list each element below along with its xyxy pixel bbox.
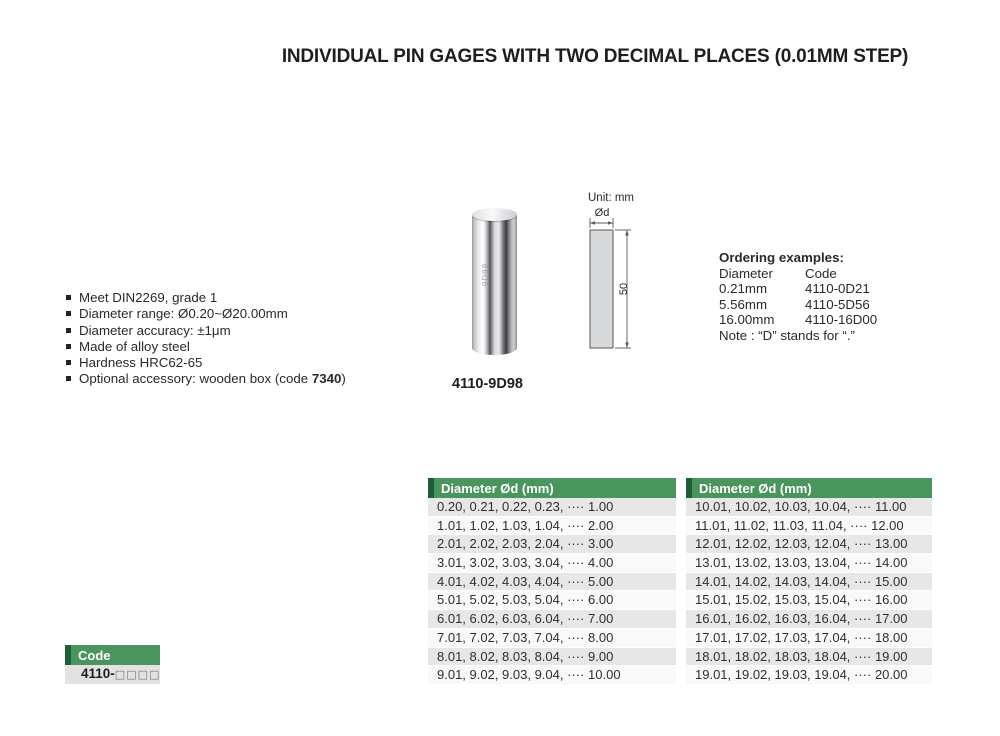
bullet-icon — [66, 328, 71, 333]
accessory-code: 7340 — [311, 371, 342, 387]
ordering-row — [719, 312, 959, 328]
diameter-value: 16.00mm — [719, 312, 775, 328]
table-row: 14.01, 14.02, 14.03, 14.04, ···· 15.00 — [686, 573, 932, 592]
ordering-col-diameter: Diameter — [719, 265, 773, 281]
ordering-heading: Ordering examples: — [719, 250, 844, 265]
diameter-value: 0.21mm — [719, 281, 768, 297]
feature-text: Diameter range: Ø0.20~Ø20.00mm — [79, 306, 288, 322]
bullet-icon — [66, 344, 71, 349]
feature-item — [66, 306, 346, 322]
table-row: 1.01, 1.02, 1.03, 1.04, ···· 2.00 — [428, 517, 676, 536]
table-row: 13.01, 13.02, 13.03, 13.04, ···· 14.00 — [686, 554, 932, 573]
code-value: 4110-5D56 — [805, 296, 870, 312]
table-row: 8.01, 8.02, 8.03, 8.04, ···· 9.00 — [428, 648, 676, 667]
code-header-label: Code — [78, 647, 111, 663]
table-row: 19.01, 19.02, 19.03, 19.04, ···· 20.00 — [686, 666, 932, 685]
ordering-col-code: Code — [805, 265, 837, 281]
feature-item — [66, 290, 346, 306]
pin-top-face — [472, 208, 517, 221]
diameter-value: 5.56mm — [719, 296, 768, 312]
header-accent-bar — [686, 478, 692, 498]
header-accent-bar — [428, 478, 434, 498]
length-dim-label: 50 — [618, 282, 630, 296]
header-accent-bar — [65, 645, 71, 665]
accessory-prefix: Optional accessory: wooden box (code — [79, 371, 312, 387]
feature-item — [66, 323, 346, 339]
dimension-drawing — [578, 202, 650, 360]
diameter-table-right — [686, 478, 932, 685]
table-header-label: Diameter Ød (mm) — [441, 480, 554, 496]
table-row: 2.01, 2.02, 2.03, 2.04, ···· 3.00 — [428, 535, 676, 554]
ordering-note: Note : “D” stands for “.” — [719, 327, 855, 343]
code-legend — [65, 645, 160, 684]
feature-text: Meet DIN2269, grade 1 — [79, 290, 218, 305]
table-row: 5.01, 5.02, 5.03, 5.04, ···· 6.00 — [428, 591, 676, 610]
pin-engraving: 9D98 — [481, 262, 491, 287]
pin-gage-photo — [472, 208, 517, 356]
table-row: 4.01, 4.02, 4.03, 4.04, ···· 5.00 — [428, 573, 676, 592]
feature-item — [66, 371, 346, 387]
code-value: 4110-0D21 — [805, 281, 870, 297]
arrow-up-icon — [625, 230, 629, 236]
arrow-down-icon — [625, 343, 629, 349]
arrow-right-icon — [608, 221, 613, 225]
features-list — [66, 290, 346, 388]
ordering-column-headers — [719, 266, 959, 282]
table-row: 15.01, 15.02, 15.03, 15.04, ···· 16.00 — [686, 591, 932, 610]
table-row: 6.01, 6.02, 6.03, 6.04, ···· 7.00 — [428, 610, 676, 629]
unit-label: Unit: mm — [588, 192, 634, 204]
feature-text: Hardness HRC62-65 — [79, 355, 203, 371]
table-row: 9.01, 9.02, 9.03, 9.04, ···· 10.00 — [428, 666, 676, 685]
ordering-row — [719, 281, 959, 297]
bullet-icon — [66, 295, 71, 300]
pin-body — [472, 214, 517, 355]
code-placeholder-boxes: □□□□ — [114, 668, 161, 681]
feature-text: Made of alloy steel — [79, 338, 190, 354]
diameter-dim-label: Ød — [594, 207, 610, 219]
table-header — [686, 478, 932, 498]
table-row: 3.01, 3.02, 3.03, 3.04, ···· 4.00 — [428, 554, 676, 573]
ordering-examples — [719, 250, 959, 344]
table-header-label: Diameter Ød (mm) — [699, 480, 812, 496]
feature-text — [79, 371, 346, 387]
feature-item — [66, 339, 346, 355]
pin-outline-rect — [590, 230, 613, 348]
code-value-row — [65, 665, 160, 684]
diameter-table-left — [428, 478, 676, 685]
arrow-left-icon — [590, 221, 595, 225]
bullet-icon — [66, 376, 71, 381]
table-row: 0.20, 0.21, 0.22, 0.23, ···· 1.00 — [428, 498, 676, 517]
page-title: INDIVIDUAL PIN GAGES WITH TWO DECIMAL PLACES (0.01MM STEP) — [281, 46, 909, 67]
code-value: 4110-16D00 — [805, 312, 878, 328]
table-row: 16.01, 16.02, 16.03, 16.04, ···· 17.00 — [686, 610, 932, 629]
table-row: 17.01, 17.02, 17.03, 17.04, ···· 18.00 — [686, 629, 932, 648]
ordering-row — [719, 297, 959, 313]
code-prefix: 4110- — [81, 666, 115, 681]
code-header — [65, 645, 160, 665]
bullet-icon — [66, 360, 71, 365]
table-header — [428, 478, 676, 498]
table-row: 18.01, 18.02, 18.03, 18.04, ···· 19.00 — [686, 648, 932, 667]
table-row: 7.01, 7.02, 7.03, 7.04, ···· 8.00 — [428, 629, 676, 648]
bullet-icon — [66, 311, 71, 316]
product-code-caption: 4110-9D98 — [452, 376, 523, 392]
accessory-suffix: ) — [341, 371, 346, 387]
table-row: 12.01, 12.02, 12.03, 12.04, ···· 13.00 — [686, 535, 932, 554]
table-row: 11.01, 11.02, 11.03, 11.04, ···· 12.00 — [686, 517, 932, 536]
table-row: 10.01, 10.02, 10.03, 10.04, ···· 11.00 — [686, 498, 932, 517]
feature-item — [66, 355, 346, 371]
feature-text: Diameter accuracy: ±1μm — [79, 322, 231, 338]
